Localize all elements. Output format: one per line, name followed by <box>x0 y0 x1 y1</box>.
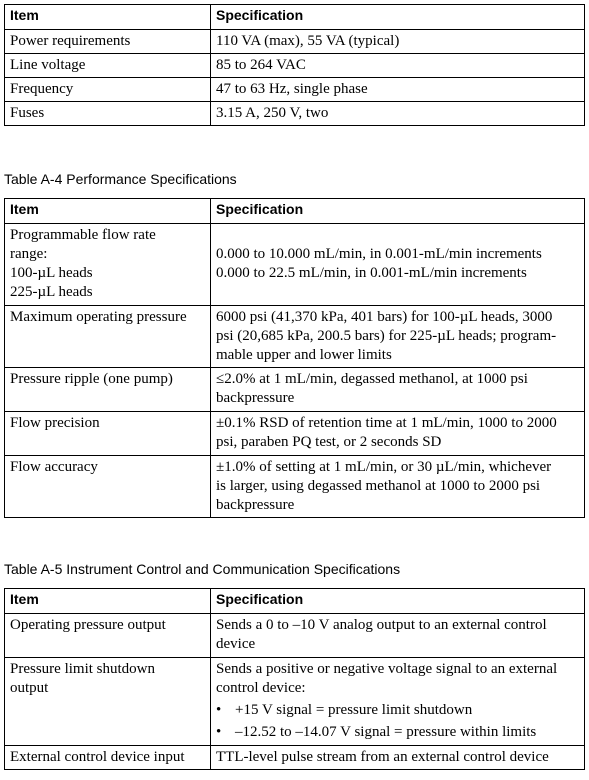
table-header-row <box>5 5 585 30</box>
spec-line: device <box>216 636 256 652</box>
item-line: range: <box>10 246 48 262</box>
spec-line: ±1.0% of setting at 1 mL/min, or 30 µL/min, whichever <box>216 459 552 475</box>
table-row <box>5 658 585 746</box>
power-specifications-table <box>4 4 585 126</box>
item-cell: External control device input <box>5 746 211 770</box>
spec-line: backpressure <box>216 497 295 513</box>
specification-cell: TTL-level pulse stream from an external control device <box>211 746 585 770</box>
item-cell: Fuses <box>5 102 211 126</box>
spec-line: is larger, using degassed methanol at 1000 to 2000 psi <box>216 478 541 494</box>
item-cell: Line voltage <box>5 54 211 78</box>
specification-cell: 3.15 A, 250 V, two <box>211 102 585 126</box>
specification-cell <box>211 412 585 456</box>
spec-line: Sends a positive or negative voltage signal to an external <box>216 661 558 677</box>
table-row <box>5 614 585 658</box>
column-header-item: Item <box>5 199 211 224</box>
item-cell: Flow accuracy <box>5 456 211 518</box>
table-row <box>5 30 585 54</box>
item-cell: Power requirements <box>5 30 211 54</box>
item-cell <box>5 224 211 306</box>
specification-cell <box>211 614 585 658</box>
table-row <box>5 306 585 368</box>
specification-cell <box>211 368 585 412</box>
item-cell: Flow precision <box>5 412 211 456</box>
table-header-row <box>5 199 585 224</box>
spec-line <box>216 226 579 245</box>
item-cell: Operating pressure output <box>5 614 211 658</box>
item-line: Programmable flow rate <box>10 227 156 243</box>
spec-line: 0.000 to 22.5 mL/min, in 0.001-mL/min increments <box>216 265 527 281</box>
item-line: 100-µL heads <box>10 265 93 281</box>
table-row <box>5 456 585 518</box>
spec-line: ±0.1% RSD of retention time at 1 mL/min, 1000 to 2000 <box>216 415 557 431</box>
item-cell <box>5 658 211 746</box>
spec-line: ≤2.0% at 1 mL/min, degassed methanol, at 1000 psi <box>216 371 528 387</box>
spec-line: psi, paraben PQ test, or 2 seconds SD <box>216 434 442 450</box>
table-row <box>5 224 585 306</box>
specification-cell: 85 to 264 VAC <box>211 54 585 78</box>
specification-cell <box>211 224 585 306</box>
bullet-item: • +15 V signal = pressure limit shutdown <box>216 701 579 720</box>
column-header-item: Item <box>5 589 211 614</box>
signal-bullet-list <box>216 701 579 742</box>
table-row <box>5 412 585 456</box>
table-row <box>5 102 585 126</box>
specification-cell <box>211 306 585 368</box>
column-header-specification: Specification <box>211 5 585 30</box>
spec-line: 0.000 to 10.000 mL/min, in 0.001-mL/min increments <box>216 246 542 262</box>
item-cell: Frequency <box>5 78 211 102</box>
spec-line: mable upper and lower limits <box>216 347 392 363</box>
item-cell: Pressure ripple (one pump) <box>5 368 211 412</box>
item-line: 225-µL heads <box>10 284 93 300</box>
column-header-specification: Specification <box>211 589 585 614</box>
column-header-item: Item <box>5 5 211 30</box>
item-cell: Maximum operating pressure <box>5 306 211 368</box>
performance-specifications-table <box>4 198 585 518</box>
spec-line: Sends a 0 to –10 V analog output to an external control <box>216 617 547 633</box>
spec-line: 6000 psi (41,370 kPa, 401 bars) for 100-µL heads, 3000 <box>216 309 553 325</box>
bullet-item: • –12.52 to –14.07 V signal = pressure within limits <box>216 723 579 742</box>
column-header-specification: Specification <box>211 199 585 224</box>
item-line: output <box>10 680 49 696</box>
table-row <box>5 368 585 412</box>
spec-line: psi (20,685 kPa, 200.5 bars) for 225-µL heads; program- <box>216 328 557 344</box>
spec-line: backpressure <box>216 390 295 406</box>
specification-cell <box>211 456 585 518</box>
table-a4-caption: Table A-4 Performance Specifications <box>4 171 237 187</box>
table-row <box>5 54 585 78</box>
specification-cell: 110 VA (max), 55 VA (typical) <box>211 30 585 54</box>
table-a5-caption: Table A-5 Instrument Control and Communication Specifications <box>4 561 401 577</box>
specification-cell <box>211 658 585 746</box>
item-line: Pressure limit shutdown <box>10 661 155 677</box>
specification-cell: 47 to 63 Hz, single phase <box>211 78 585 102</box>
spec-line: control device: <box>216 680 306 696</box>
table-row <box>5 746 585 770</box>
table-row <box>5 78 585 102</box>
table-header-row <box>5 589 585 614</box>
instrument-control-specifications-table <box>4 588 585 770</box>
